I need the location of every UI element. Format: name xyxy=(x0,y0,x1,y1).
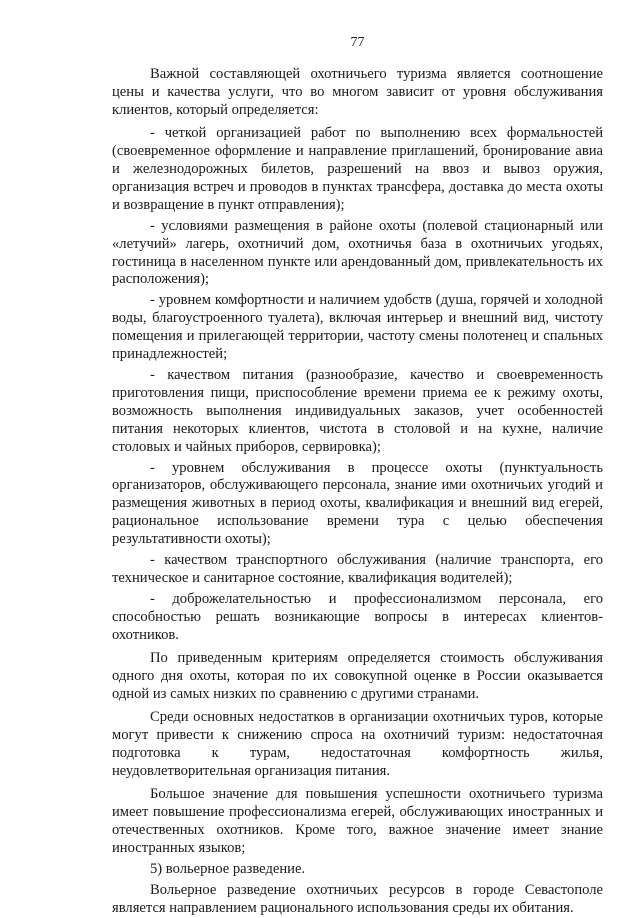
section-heading-aviary-breeding: 5) вольерное разведение. xyxy=(150,861,306,878)
list-item-staff: - доброжелательностью и профессионализмом персонала, его способностью решать возникающие вопросы в интересах клиентов-охотников. xyxy=(112,590,603,643)
paragraph-intro: Важной составляющей охотничьего туризма является соотношение цены и качества услуги, что во многом зависит от уровня обслуживания клиентов, который определяется: xyxy=(112,66,603,118)
paragraph-shortcomings: Среди основных недостатков в организации охотничьих туров, которые могут привести к снижению спроса на охотничий туризм: недостаточная подготовка к турам, недостаточная комфортность жилья, неудовлетворительная организация питания. xyxy=(112,709,603,780)
paragraph-professionalism: Большое значение для повышения успешности охотничьего туризма имеет повышение профессионализма егерей, обслуживающих иностранных и отечественных охотников. Кроме того, важное значение имеет знание иностранных языков; xyxy=(112,786,603,857)
list-item-catering: - качеством питания (разнообразие, качество и своевременность приготовления пищи, приспособление времени приема ее к режиму охоты, возможность выполнения индивидуальных заказов, учет особенностей питания некоторых клиентов, чистота в столовой и на кухне, наличие столовых и чайных приборов, сервировка); xyxy=(112,367,603,455)
list-item-hunting-service: - уровнем обслуживания в процессе охоты (пунктуальность организаторов, обслуживающего персонала, знание ими охотничьих угодий и размещения животных в период охоты, квалификация и внешний вид егерей, рациональное использование времени тура с целью обеспечения результативности охоты); xyxy=(112,459,603,548)
list-item-accommodation: - условиями размещения в районе охоты (полевой стационарный или «летучий» лагерь, охотничий дом, охотничья база в охотничьих угодьях, гостиница в населенном пункте или арендованный дом, привлекательность их расположения); xyxy=(112,217,603,288)
paragraph-aviary-breeding: Вольерное разведение охотничьих ресурсов в городе Севастополе является направлением рационального использования среды их обитания. xyxy=(112,881,603,916)
paragraph-cost: По приведенным критериям определяется стоимость обслуживания одного дня охоты, которая по их совокупной оценке в России оказывается одной из самых низких по сравнению с другими странами. xyxy=(112,650,603,702)
list-item-comfort: - уровнем комфортности и наличием удобств (душа, горячей и холодной воды, благоустроенного туалета), включая интерьер и внешний вид, чистоту помещения и прилегающей территории, частоту смены полотенец и спальных принадлежностей; xyxy=(112,292,603,363)
list-item-formalities: - четкой организацией работ по выполнению всех формальностей (своевременное оформление и направление приглашений, бронирование авиа и железнодорожных билетов, разрешений на ввоз и вывоз оружия, организация встреч и проводов в пунктах трансфера, доставка до места охоты и возвращение в пункт отправления); xyxy=(112,125,603,213)
page-number: 77 xyxy=(350,35,365,50)
list-item-transport: - качеством транспортного обслуживания (наличие транспорта, его техническое и санитарное состояние, квалификация водителей); xyxy=(112,552,603,586)
